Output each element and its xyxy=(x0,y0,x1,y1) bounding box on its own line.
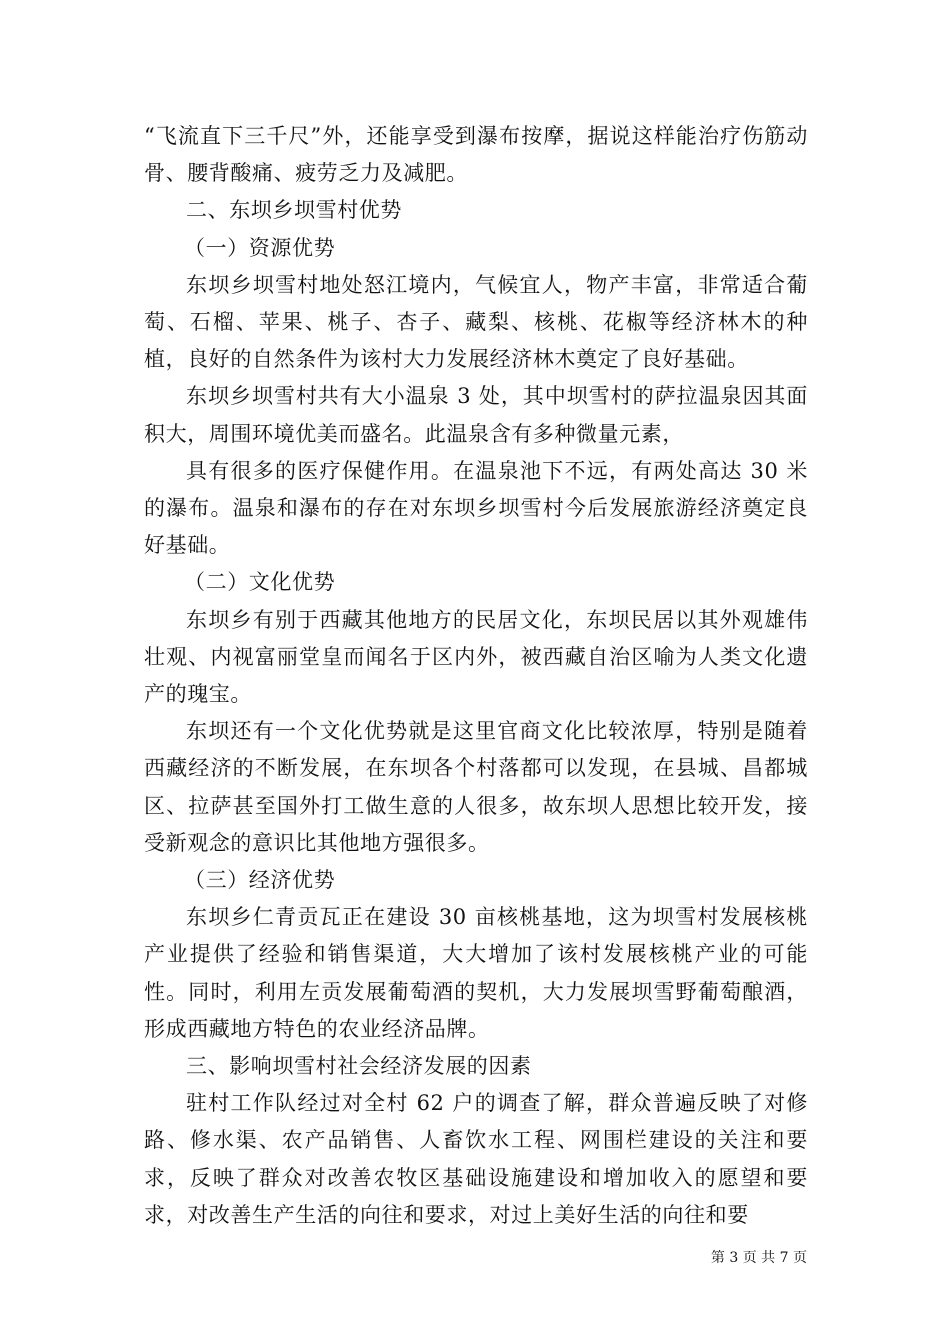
paragraph-resources-3: 具有很多的医疗保健作用。在温泉池下不远，有两处高达 30 米的瀑布。温泉和瀑布的存在对东坝乡坝雪村今后发展旅游经济奠定良好基础。 xyxy=(144,458,808,558)
section-heading-2: 二、东坝乡坝雪村优势 xyxy=(186,198,402,223)
subsection-heading-culture: （二）文化优势 xyxy=(184,570,336,595)
page-number-footer: 第 3 页 共 7 页 xyxy=(710,1250,807,1266)
paragraph-culture-2: 东坝还有一个文化优势就是这里官商文化比较浓厚，特别是随着西藏经济的不断发展，在东坝各个村落都可以发现，在县城、昌都城区、拉萨甚至国外打工做生意的人很多，故东坝人思想比较开发，接受新观念的意识比其他地方强很多。 xyxy=(144,719,808,855)
subsection-heading-economy: （三）经济优势 xyxy=(184,868,336,893)
paragraph-resources-2: 东坝乡坝雪村共有大小温泉 3 处，其中坝雪村的萨拉温泉因其面积大，周围环境优美而盛名。此温泉含有多种微量元素， xyxy=(144,384,808,446)
paragraph-resources-1: 东坝乡坝雪村地处怒江境内，气候宜人，物产丰富，非常适合葡萄、石榴、苹果、桃子、杏子、藏梨、核桃、花椒等经济林木的种植，良好的自然条件为该村大力发展经济林木奠定了良好基础。 xyxy=(144,272,808,372)
paragraph-economy-1: 东坝乡仁青贡瓦正在建设 30 亩核桃基地，这为坝雪村发展核桃产业提供了经验和销售渠道，大大增加了该村发展核桃产业的可能性。同时，利用左贡发展葡萄酒的契机，大力发展坝雪野葡萄酿酒，形成西藏地方特色的农业经济品牌。 xyxy=(144,905,808,1041)
document-body xyxy=(144,118,808,1234)
paragraph-factors-1: 驻村工作队经过对全村 62 户的调查了解，群众普遍反映了对修路、修水渠、农产品销售、人畜饮水工程、网围栏建设的关注和要求，反映了群众对改善农牧区基础设施建设和增加收入的愿望和要求，对改善生产生活的向往和要求，对过上美好生活的向往和要 xyxy=(144,1091,808,1227)
paragraph-culture-1: 东坝乡有别于西藏其他地方的民居文化，东坝民居以其外观雄伟壮观、内视富丽堂皇而闻名于区内外，被西藏自治区喻为人类文化遗产的瑰宝。 xyxy=(144,607,808,707)
paragraph-continuation: “飞流直下三千尺”外，还能享受到瀑布按摩，据说这样能治疗伤筋动骨、腰背酸痛、疲劳乏力及减肥。 xyxy=(144,124,808,186)
section-heading-3: 三、影响坝雪村社会经济发展的因素 xyxy=(186,1054,532,1079)
subsection-heading-resources: （一）资源优势 xyxy=(184,235,336,260)
